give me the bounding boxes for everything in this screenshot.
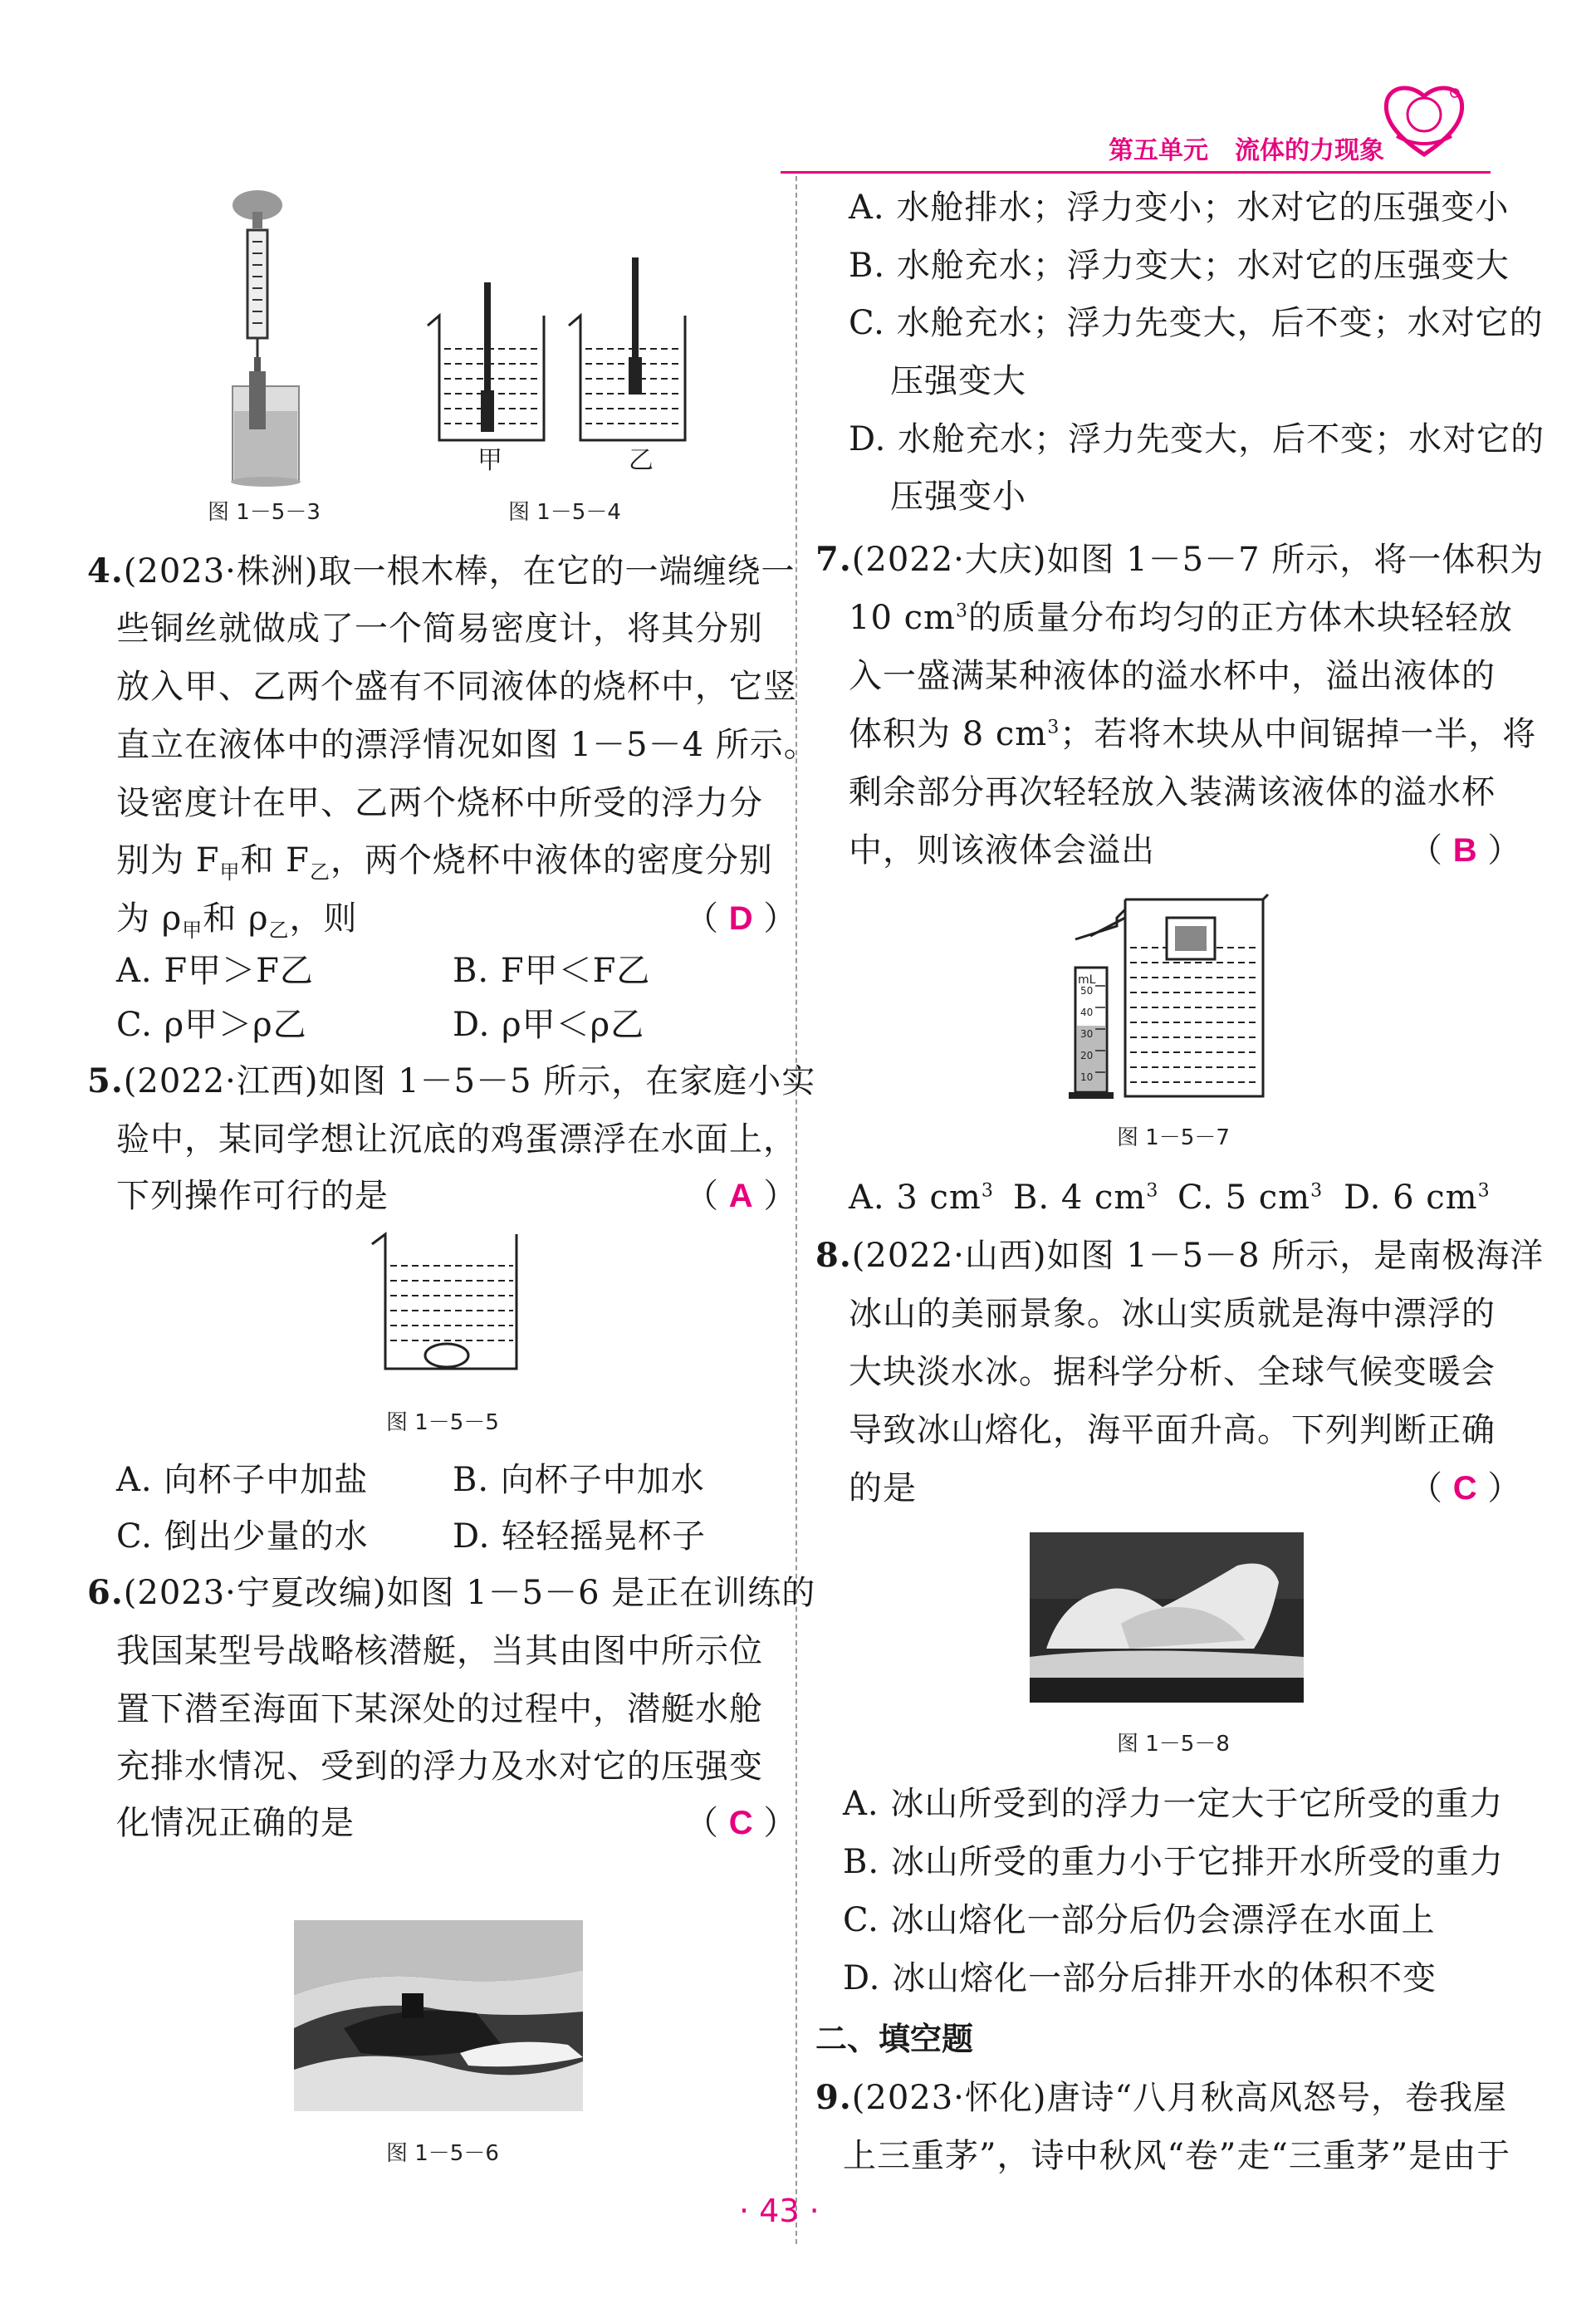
q6-option-d-line2: 压强变小 [890,478,1026,516]
q6-option-d-line1: D. 水舱充水；浮力先变大，后不变；水对它的 [849,420,1545,458]
q8-line1: 8.(2022·山西)如图 1－5－8 所示，是南极海洋 [815,1236,1545,1275]
q4-line7: 为 $\rho_甲$和 $\rho_乙$，则 [116,899,358,942]
cylinder-unit: mL [1078,973,1096,987]
label-yi: 乙 [629,446,654,475]
q4-option-d: D. ρ甲＜ρ乙 [453,1006,645,1044]
q7-option-d: D. 6 $cm^3$ [1344,1179,1491,1217]
q6-answer-box: （ C ） [685,1804,797,1842]
q4-source: (2023·株洲) [123,552,319,591]
q6-line2: 我国某型号战略核潜艇，当其由图中所示位 [116,1632,763,1670]
figure-beakers-density [419,249,693,473]
caption-fig-1-5-6: 图 1－5－6 [386,2141,499,2166]
q9-number: 9. [815,2078,852,2117]
q8-line2: 冰山的美丽景象。冰山实质就是海中漂浮的 [849,1295,1496,1333]
q8-line3: 大块淡水冰。据科学分析、全球气候变暖会 [849,1353,1496,1391]
q8-option-a: A. 冰山所受到的浮力一定大于它所受的重力 [843,1785,1504,1823]
q7-source: (2022·大庆) [851,541,1047,579]
q4-answer-box: （ D ） [685,899,797,938]
q6-source: (2023·宁夏改编) [123,1574,387,1612]
photo-submarine [294,1920,583,2111]
q7-answer: B [1452,832,1477,869]
q4-line5: 设密度计在甲、乙两个烧杯中所受的浮力分 [116,784,763,822]
q5-number: 5. [87,1061,124,1100]
q5-option-c: C. 倒出少量的水 [116,1517,369,1556]
q9-source: (2023·怀化) [851,2079,1047,2117]
q7-answer-box: （ B ） [1409,831,1521,870]
q7-line3: 入一盛满某种液体的溢水杯中，溢出液体的 [849,657,1496,695]
q7-line6: 中，则该液体会溢出 [849,831,1155,870]
cylinder-tick-20: 20 [1080,1050,1094,1061]
q8-answer-box: （ C ） [1409,1469,1521,1507]
q4-line4: 直立在液体中的漂浮情况如图 1－5－4 所示。 [116,726,818,764]
cylinder-tick-40: 40 [1080,1007,1094,1018]
q5-line1: 5.(2022·江西)如图 1－5－5 所示，在家庭小实 [87,1061,816,1100]
q4-answer: D [728,900,753,937]
page-number: · 43 · [739,2193,820,2229]
header-title: 流体的力现象 [1235,136,1384,165]
header-logo [1380,78,1468,161]
q6-line5: 化情况正确的是 [116,1804,355,1842]
q7-number: 7. [815,540,852,579]
caption-fig-1-5-5: 图 1－5－5 [386,1410,499,1435]
caption-fig-1-5-8: 图 1－5－8 [1117,1732,1230,1757]
q9-line2: 上三重茅”，诗中秋风“卷”走“三重茅”是由于 [843,2137,1511,2175]
q6-option-a: A. 水舱排水；浮力变小；水对它的压强变小 [849,189,1510,227]
q8-source: (2022·山西) [851,1237,1047,1275]
label-jia: 甲 [477,446,502,475]
q4-line6: 别为 $F_甲$和 $F_乙$，两个烧杯中液体的密度分别 [116,841,773,884]
cylinder-tick-10: 10 [1080,1071,1094,1083]
q6-option-c-line2: 压强变大 [890,362,1026,400]
q6-line1: 6.(2023·宁夏改编)如图 1－5－6 是正在训练的 [87,1573,816,1612]
cylinder-tick-30: 30 [1080,1028,1094,1040]
figure-overflow-cup [1067,893,1270,1109]
q5-line2: 验中，某同学想让沉底的鸡蛋漂浮在水面上， [116,1120,797,1159]
q4-option-a: A. F甲＞F乙 [116,952,314,990]
q5-line3: 下列操作可行的是 [116,1177,389,1215]
q9-line1: 9.(2023·怀化)唐诗“八月秋高风怒号，卷我屋 [815,2078,1507,2117]
q7-option-a: A. 3 $cm^3$ [849,1179,994,1217]
q8-option-d: D. 冰山熔化一部分后排开水的体积不变 [843,1959,1437,1997]
q5-option-d: D. 轻轻摇晃杯子 [453,1517,707,1556]
q4-option-b: B. F甲＜F乙 [453,952,651,990]
q5-answer-box: （ A ） [685,1177,797,1215]
q8-option-c: C. 冰山熔化一部分后仍会漂浮在水面上 [843,1901,1436,1939]
section-title-fill-blank: 二、填空题 [815,2021,974,2057]
q7-line5: 剩余部分再次轻轻放入装满该液体的溢水杯 [849,773,1496,811]
caption-fig-1-5-4: 图 1－5－4 [508,500,621,525]
q7-line2: 10 $cm^3$的质量分布均匀的正方体木块轻轻放 [849,599,1513,637]
q7-line1: 7.(2022·大庆)如图 1－5－7 所示，将一体积为 [815,540,1545,579]
cylinder-tick-50: 50 [1080,985,1094,997]
q8-line4: 导致冰山熔化，海平面升高。下列判断正确 [849,1411,1496,1449]
figure-beaker-egg [365,1229,531,1379]
q8-line5: 的是 [849,1469,917,1507]
header-unit: 第五单元 [1109,136,1208,165]
q5-option-b: B. 向杯子中加水 [453,1461,705,1499]
q4-line2: 些铜丝就做成了一个简易密度计，将其分别 [116,610,763,648]
figure-spring-scale [216,187,316,511]
q6-option-c-line1: C. 水舱充水；浮力先变大，后不变；水对它的 [849,304,1544,342]
header-rule [781,171,1491,174]
caption-fig-1-5-7: 图 1－5－7 [1117,1125,1230,1150]
q6-answer: C [728,1805,753,1841]
q5-option-a: A. 向杯子中加盐 [116,1461,369,1499]
q4-line3: 放入甲、乙两个盛有不同液体的烧杯中，它竖 [116,668,797,706]
q5-answer: A [728,1178,753,1214]
q8-option-b: B. 冰山所受的重力小于它排开水所受的重力 [843,1843,1504,1881]
q7-line4: 体积为 8 $cm^3$；若将木块从中间锯掉一半，将 [849,715,1537,753]
q8-answer: C [1452,1470,1477,1507]
q8-number: 8. [815,1236,852,1275]
photo-iceberg [1030,1532,1304,1703]
q6-line3: 置下潜至海面下某深处的过程中，潜艇水舱 [116,1690,763,1728]
q5-source: (2022·江西) [123,1062,319,1100]
q7-option-b: B. 4 $cm^3$ [1013,1179,1159,1217]
q6-number: 6. [87,1573,124,1612]
q4-line1: 4.(2023·株洲)取一根木棒，在它的一端缠绕一 [87,551,796,591]
q6-line4: 充排水情况、受到的浮力及水对它的压强变 [116,1747,763,1786]
q4-number: 4. [87,551,124,591]
q7-option-c: C. 5 $cm^3$ [1177,1179,1324,1217]
q4-option-c: C. ρ甲＞ρ乙 [116,1006,307,1044]
q6-option-b: B. 水舱充水；浮力变大；水对它的压强变大 [849,247,1510,285]
caption-fig-1-5-3: 图 1－5－3 [208,500,321,525]
